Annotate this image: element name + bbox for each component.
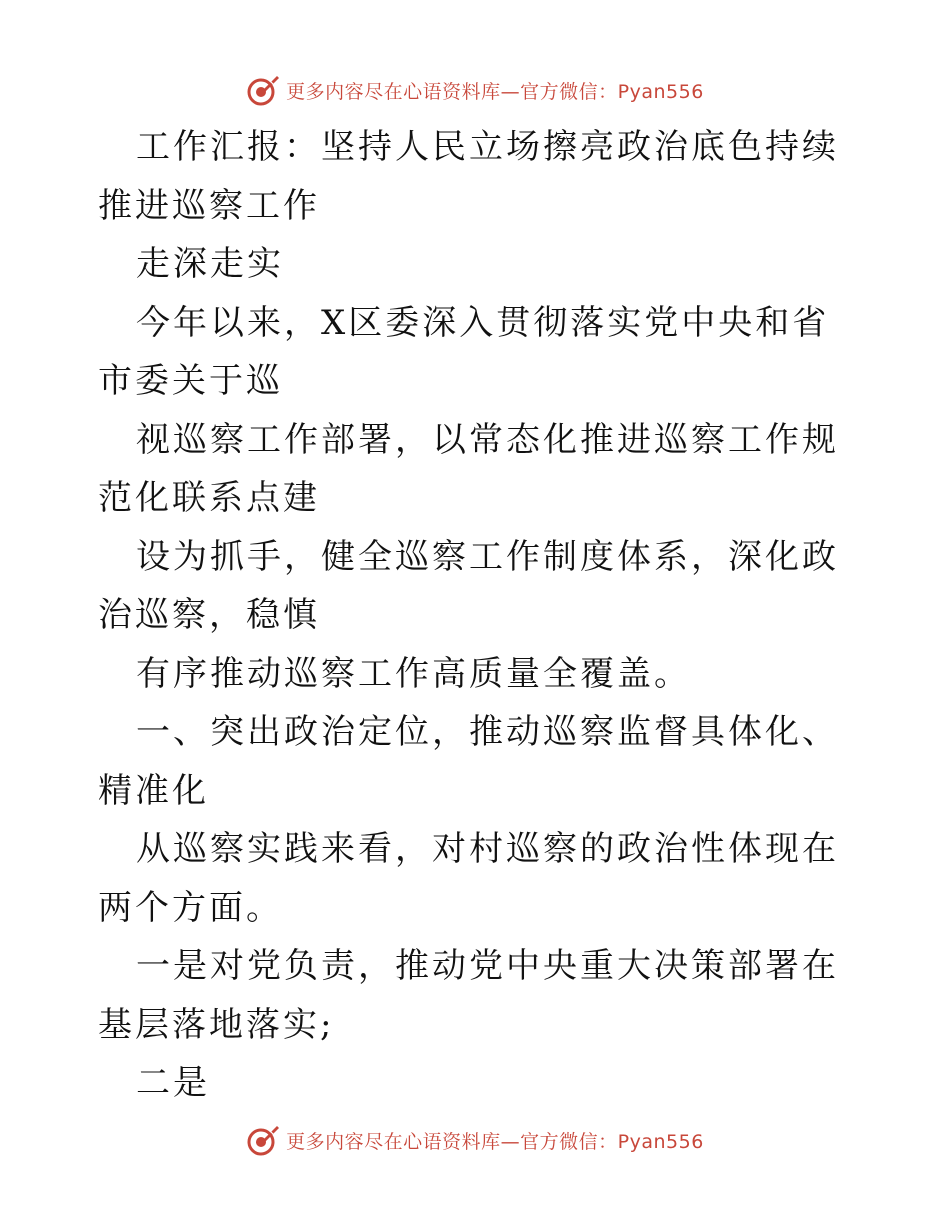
footer-banner bbox=[0, 1120, 950, 1160]
document-paragraph: 走深走实 bbox=[136, 244, 284, 284]
document-title: 工作汇报：坚持人民立场擦亮政治底色持续推进巡察工作 bbox=[98, 127, 839, 226]
document-paragraph: 设为抓手，健全巡察工作制度体系，深化政治巡察，稳慎 bbox=[98, 536, 839, 635]
document-paragraph: 有序推动巡察工作高质量全覆盖。 bbox=[136, 653, 691, 694]
document-body bbox=[98, 118, 858, 1113]
document-paragraph: 视巡察工作部署，以常态化推进巡察工作规范化联系点建 bbox=[98, 419, 839, 518]
document-paragraph: 一是对党负责，推动党中央重大决策部署在基层落地落实; bbox=[98, 946, 839, 1045]
document-paragraph: 从巡察实践来看，对村巡察的政治性体现在两个方面。 bbox=[98, 829, 839, 928]
quill-seal-icon bbox=[246, 1123, 280, 1157]
header-banner bbox=[0, 70, 950, 110]
quill-seal-icon bbox=[246, 73, 280, 107]
document-paragraph: 二是 bbox=[136, 1063, 210, 1103]
section-heading: 一、突出政治定位，推动巡察监督具体化、精准化 bbox=[98, 712, 839, 811]
header-banner-text: 更多内容尽在心语资料库—官方微信：Pyan556 bbox=[286, 80, 704, 103]
footer-banner-text: 更多内容尽在心语资料库—官方微信：Pyan556 bbox=[286, 1130, 704, 1153]
document-paragraph: 今年以来，X区委深入贯彻落实党中央和省市委关于巡 bbox=[98, 302, 830, 401]
